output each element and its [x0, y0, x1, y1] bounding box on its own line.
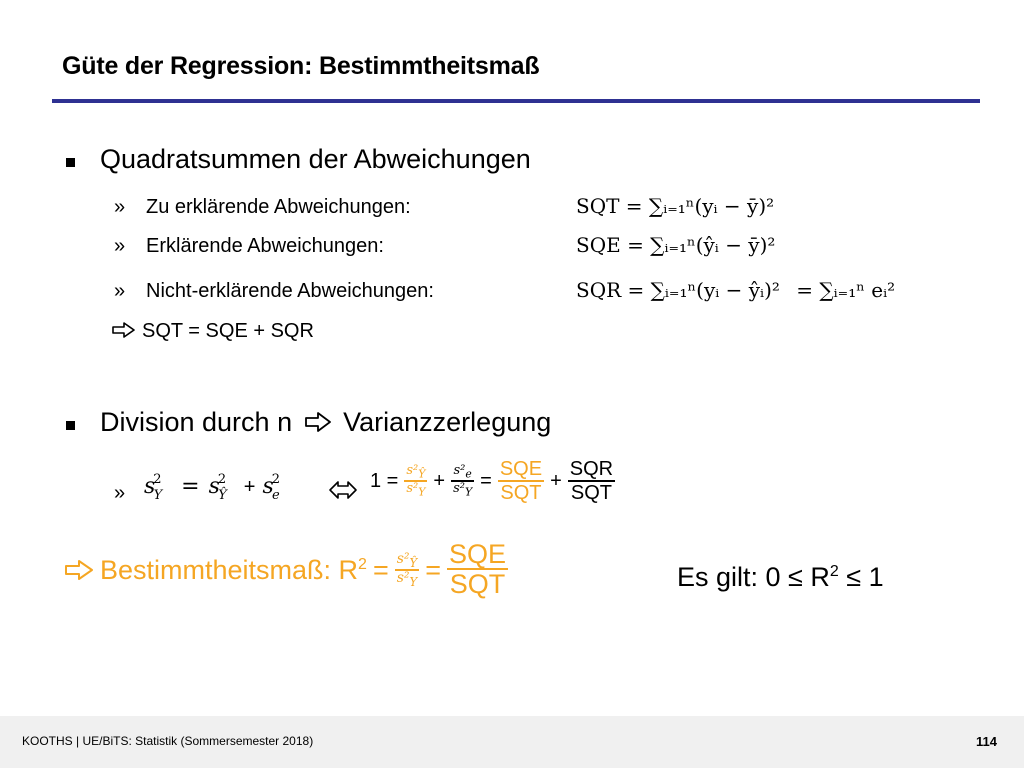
- right-arrow-outline-icon: [64, 559, 94, 581]
- result-frac-sqe-sqt: [447, 540, 508, 600]
- result-note-sup: 2: [829, 563, 839, 580]
- double-arrow-icon: [328, 480, 358, 500]
- formula-sqe-lhs: SQE: [576, 233, 621, 257]
- section1-heading: Quadratsummen der Abweichungen: [100, 144, 531, 174]
- formula-sqt: [576, 194, 774, 218]
- formula-sqr: [576, 278, 895, 302]
- item-label-sqe: Erklärende Abweichungen:: [146, 235, 384, 257]
- frac-sqe-num: SQE: [499, 458, 543, 480]
- frac-sqr-num: SQR: [569, 458, 614, 480]
- frac-sqr-sqt: [568, 459, 615, 504]
- title-rule: [52, 99, 980, 103]
- item-marker: »: [114, 235, 126, 257]
- result-frac-den: SQT: [449, 569, 506, 600]
- frac-e-y: $\frac{s^2_e}{s^2_Y}$: [453, 463, 473, 499]
- right-arrow-outline-icon: [112, 322, 136, 338]
- page-number: 114: [976, 734, 997, 749]
- formula-sqr-extra: = ∑ᵢ₌₁ⁿ eᵢ²: [796, 278, 896, 302]
- conclusion-line: [112, 320, 314, 343]
- result-label: Bestimmtheitsmaß: R: [100, 554, 359, 585]
- eq-one: 1 =: [370, 470, 399, 492]
- formula-sqt-lhs: SQT: [576, 194, 620, 218]
- frac-sqe-sqt: [498, 459, 544, 504]
- formula-sqr-rhs: = ∑ᵢ₌₁ⁿ(yᵢ − ŷᵢ)²: [627, 278, 780, 302]
- result-sup: 2: [358, 555, 367, 573]
- result-note-pre: Es gilt: 0 ≤ R: [677, 562, 830, 592]
- formula-sqe: [576, 233, 775, 257]
- result-frac-num: SQE: [449, 539, 507, 569]
- right-arrow-outline-icon: [304, 412, 332, 432]
- footer-text: KOOTHS | UE/BiTS: Statistik (Sommersemester 2018): [22, 734, 314, 748]
- result-frac-variance: $\frac{s^2_Ŷ}{s^2_Y}$: [396, 550, 418, 589]
- square-bullet-icon: [66, 421, 75, 430]
- item-marker: »: [114, 482, 126, 504]
- frac-yhat-y: $\frac{s^2_Ŷ}{s^2_Y}$: [406, 463, 426, 499]
- result-note-post: ≤ 1: [838, 562, 884, 592]
- item-marker: »: [114, 196, 126, 218]
- item-label-sqt: Zu erklärende Abweichungen:: [146, 196, 411, 218]
- formula-sqe-rhs: = ∑ᵢ₌₁ⁿ(ŷᵢ − ȳ)²: [627, 233, 776, 257]
- square-bullet-icon: [66, 158, 75, 167]
- section2-heading: [100, 407, 551, 438]
- item-label-sqr: Nicht-erklärende Abweichungen:: [146, 280, 434, 302]
- section2-heading-post: Varianzzerlegung: [343, 407, 552, 437]
- frac-sqr-den: SQT: [570, 482, 612, 504]
- slide-title: Güte der Regression: Bestimmtheitsmaß: [62, 52, 540, 80]
- ratio-equation: 1 = $\frac{s^2_Ŷ}{s^2_Y}$ + $\frac{s^2_e}{s^2_Y}$ = $\frac{\text{SQE}}{\text{SQT}}$ + $\frac{\text{SQR}}{\text{SQT}}$: [370, 458, 614, 504]
- conclusion-text: SQT = SQE + SQR: [142, 320, 314, 342]
- item-marker: »: [114, 280, 126, 302]
- section2-heading-pre: Division durch n: [100, 407, 293, 437]
- variance-equation: $s^2_Y = s^2_Ŷ + s^2_e$: [144, 472, 281, 503]
- formula-sqr-lhs: SQR: [576, 278, 622, 302]
- formula-sqt-rhs: = ∑ᵢ₌₁ⁿ(yᵢ − ȳ)²: [625, 194, 775, 218]
- frac-sqe-den: SQT: [500, 482, 542, 504]
- result-note: [677, 562, 884, 593]
- result-line: Bestimmtheitsmaß: $R^2$ = $\frac{s^2_Ŷ}{s^2_Y}$ = $\frac{\text{SQE}}{\text{SQT}}$: [64, 540, 508, 600]
